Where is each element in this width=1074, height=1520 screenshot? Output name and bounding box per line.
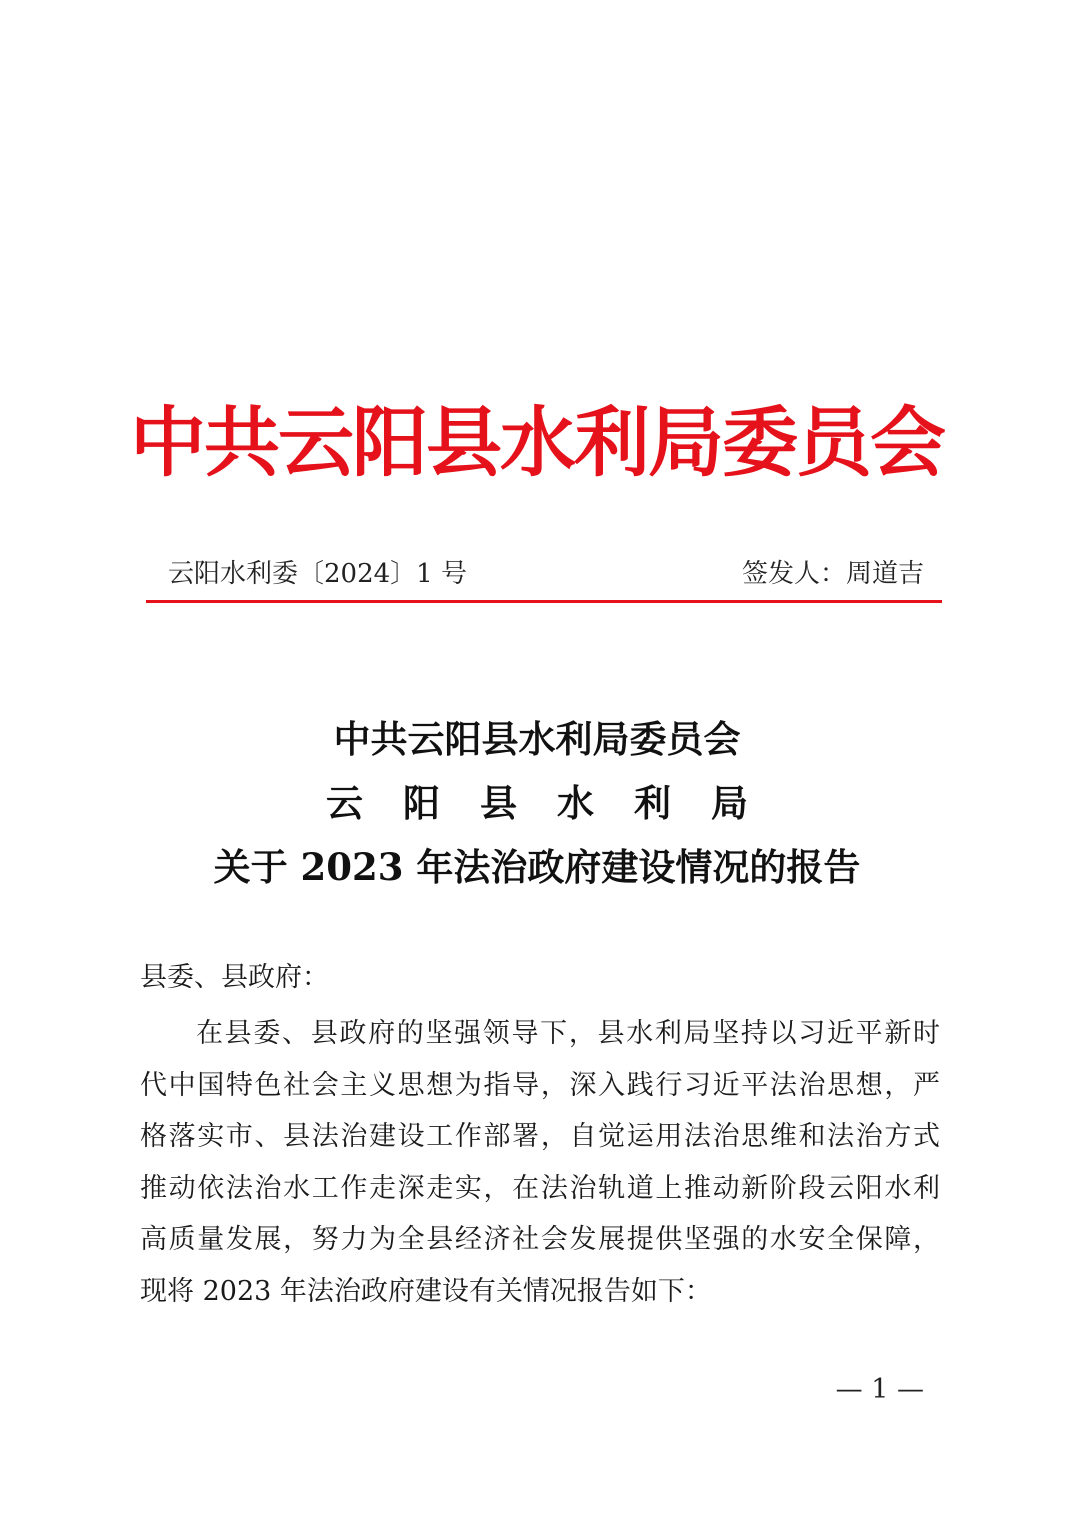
report-title-line-3: 关于 2023 年法治政府建设情况的报告 (213, 845, 861, 889)
salutation: 县委、县政府： (140, 962, 329, 993)
issuer: 签发人：周道吉 (741, 559, 924, 589)
page-number: — 1 — (835, 1374, 924, 1405)
body-line: 推动依法治水工作走深走实，在法治轨道上推动新阶段云阳水利 (140, 1172, 940, 1204)
masthead-title: 中共云阳县水利局委员会 (130, 398, 944, 487)
body-paragraph (140, 1008, 940, 1317)
report-title-line-1: 中共云阳县水利局委员会 (333, 717, 741, 761)
body-line: 格落实市、县法治建设工作部署，自觉运用法治思维和法治方式 (140, 1121, 940, 1152)
body-line: 在县委、县政府的坚强领导下，县水利局坚持以习近平新时 (196, 1018, 940, 1049)
body-line: 高质量发展，努力为全县经济社会发展提供坚强的水安全保障， (140, 1224, 940, 1255)
body-line: 现将 2023 年法治政府建设有关情况报告如下： (140, 1275, 712, 1307)
document-number: 云阳水利委〔2024〕1 号 (168, 559, 467, 589)
report-title-line-2: 云阳县水利局 (326, 781, 788, 825)
red-divider (146, 600, 942, 603)
body-line: 代中国特色社会主义思想为指导，深入践行习近平法治思想，严 (140, 1069, 940, 1101)
